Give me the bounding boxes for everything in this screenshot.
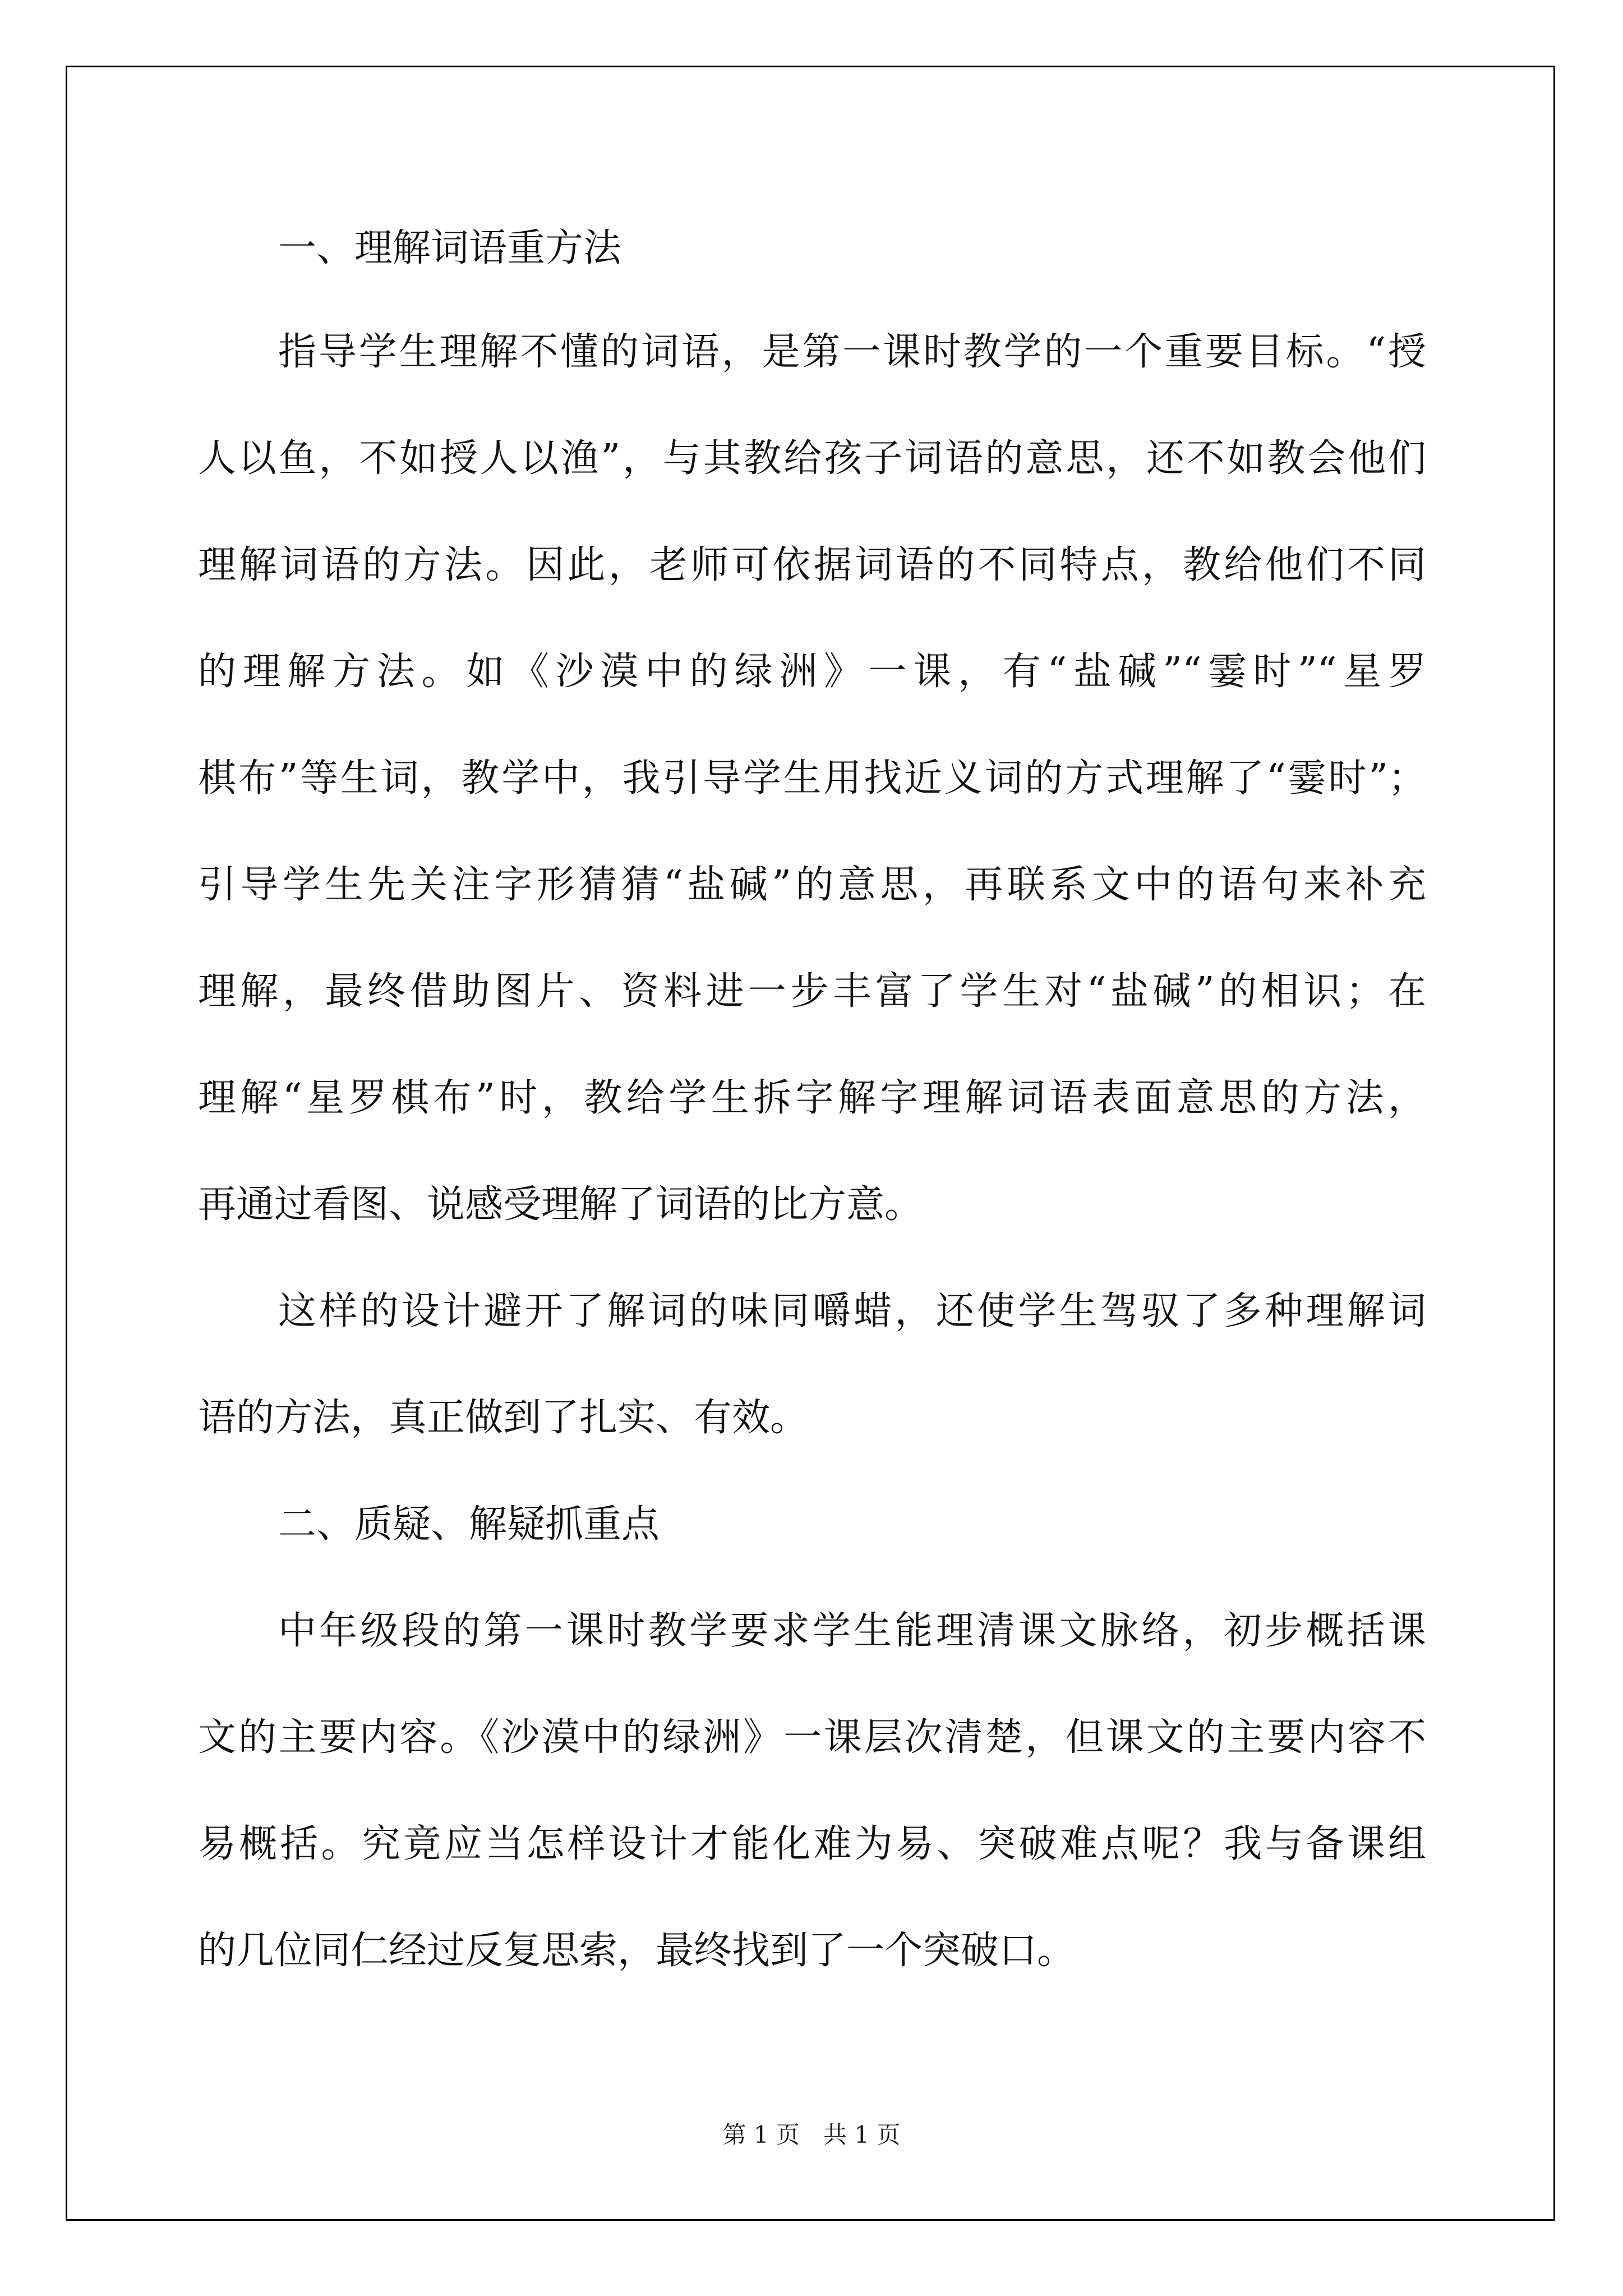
paragraph-line: 指导学生理解不懂的词语，是第一课时教学的一个重要目标。“授 xyxy=(278,330,1426,374)
paragraph-line: 的几位同仁经过反复思索，最终找到了一个突破口。 xyxy=(198,1929,1076,1973)
paragraph-line: 理解，最终借助图片、资料进一步丰富了学生对“盐碱”的相识；在 xyxy=(198,969,1426,1014)
paragraph-line: 棋布”等生词，教学中，我引导学生用找近义词的方式理解了“霎时”； xyxy=(198,756,1426,800)
page-border xyxy=(66,66,1555,2221)
paragraph-line: 再通过看图、说感受理解了词语的比方意。 xyxy=(198,1182,923,1227)
page-number: 第 1 页 共 1 页 xyxy=(722,2121,901,2148)
paragraph-line: 引导学生先关注字形猜猜“盐碱”的意思，再联系文中的语句来补充 xyxy=(198,863,1426,907)
paragraph-line: 这样的设计避开了解词的味同嚼蜡，还使学生驾驭了多种理解词 xyxy=(278,1289,1426,1333)
paragraph-line: 文的主要内容。《沙漠中的绿洲》一课层次清楚，但课文的主要内容不 xyxy=(198,1715,1426,1760)
paragraph-line: 语的方法，真正做到了扎实、有效。 xyxy=(198,1396,809,1440)
paragraph-line: 中年级段的第一课时教学要求学生能理清课文脉络，初步概括课 xyxy=(278,1609,1426,1653)
paragraph-line: 易概括。究竟应当怎样设计才能化难为易、突破难点呢？我与备课组 xyxy=(198,1822,1426,1866)
paragraph-line: 理解词语的方法。因此，老师可依据词语的不同特点，教给他们不同 xyxy=(198,543,1426,587)
section-heading-2: 二、质疑、解疑抓重点 xyxy=(278,1502,660,1547)
paragraph-line: 人以鱼，不如授人以渔”，与其教给孩子词语的意思，还不如教会他们 xyxy=(198,436,1426,481)
paragraph-line: 的理解方法。如《沙漠中的绿洲》一课，有“盐碱”“霎时”“星罗 xyxy=(198,650,1426,694)
section-heading-1: 一、理解词语重方法 xyxy=(278,226,622,270)
paragraph-line: 理解“星罗棋布”时，教给学生拆字解字理解词语表面意思的方法， xyxy=(198,1076,1426,1120)
